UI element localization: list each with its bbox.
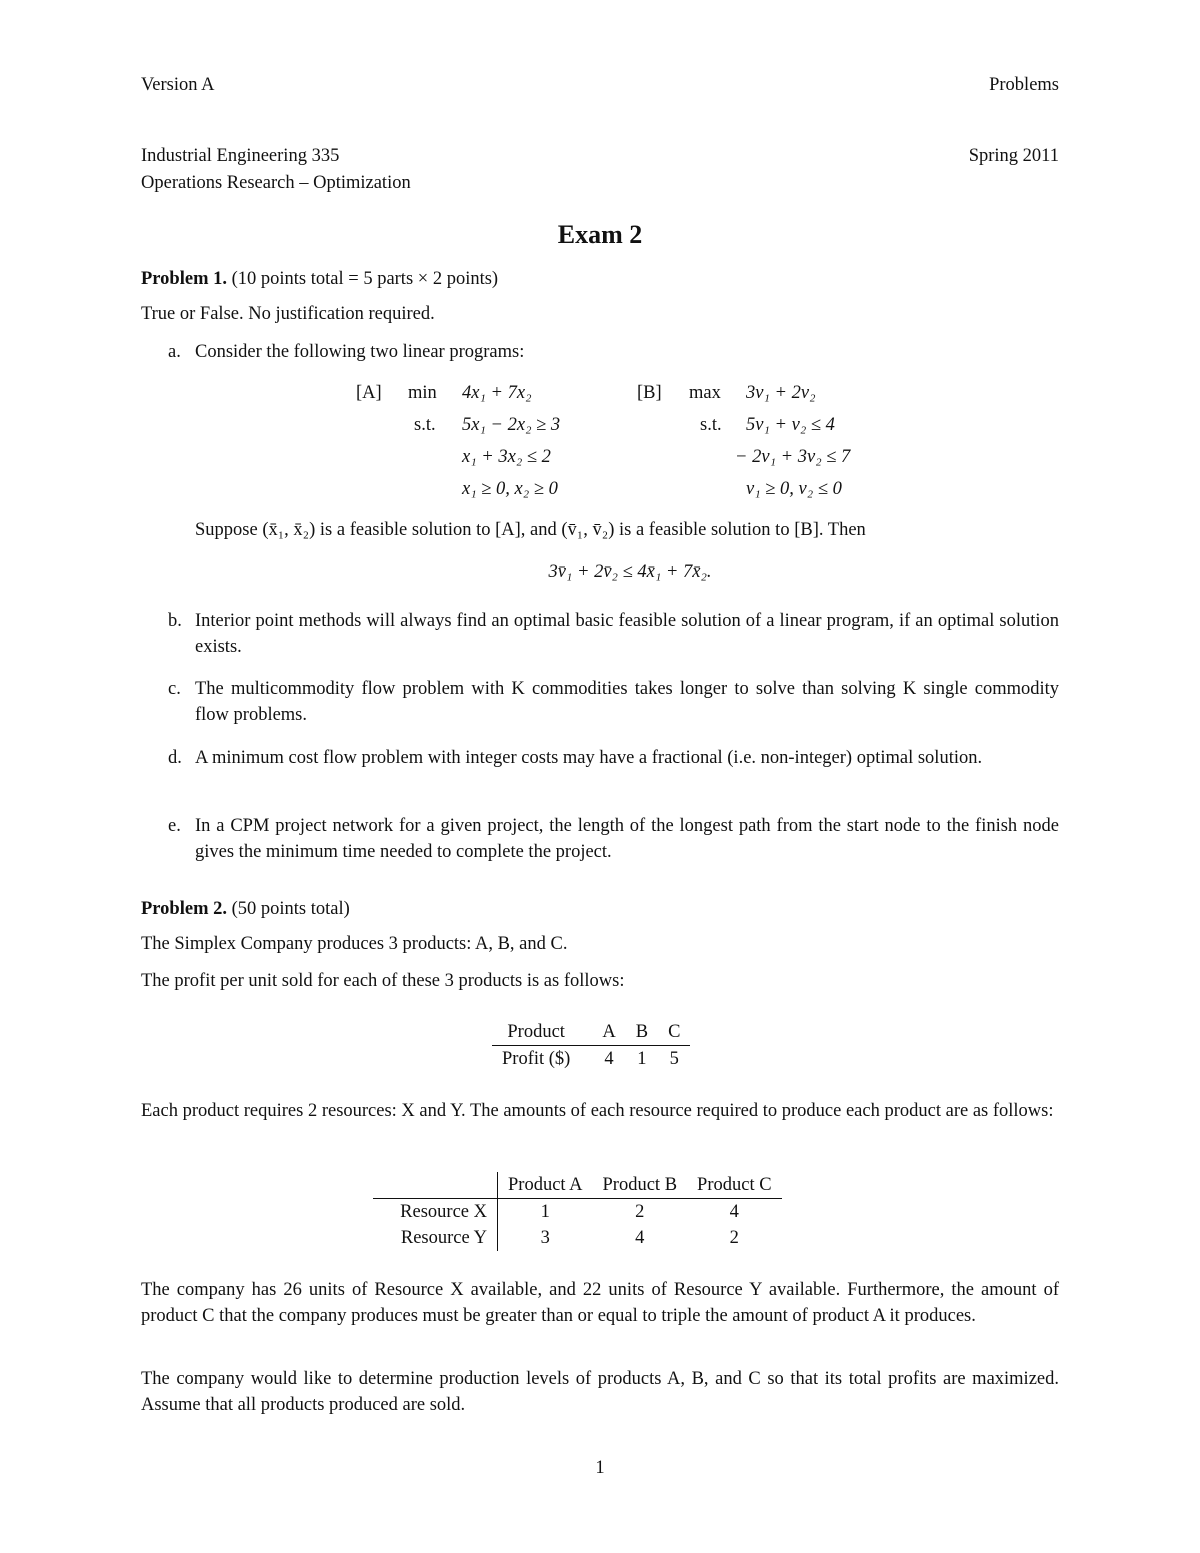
- item-e-text: In a CPM project network for a given project, the length of the longest path from the start node to the finish node gives the minimum time needed to complete the project.: [195, 816, 1059, 862]
- resource-table-cell: 3: [540, 1228, 550, 1248]
- profit-table-header-cell: C: [668, 1022, 681, 1042]
- resource-table: [373, 1172, 782, 1251]
- resource-table-corner: [373, 1172, 498, 1199]
- item-c-text: The multicommodity flow problem with K commodities takes longer to solve than solving K single commodity flow problems.: [195, 679, 1059, 725]
- resource-table-header-row: [373, 1172, 782, 1199]
- course-subtitle: Operations Research – Optimization: [141, 173, 411, 193]
- resource-table-cell: 4: [635, 1228, 645, 1248]
- problem2-points: (50 points total): [231, 899, 350, 919]
- resource-table-header-cell: Product A: [508, 1175, 583, 1195]
- lp-b-st: s.t.: [700, 415, 722, 435]
- lp-a-objective: 4x₁ + 7x₂: [462, 383, 532, 403]
- profit-table-header-row: [492, 1019, 690, 1046]
- lp-a-sense: min: [408, 383, 437, 403]
- resource-table-cell: 2: [729, 1228, 739, 1248]
- problem2-profit-intro: The profit per unit sold for each of these 3 products is as follows:: [141, 971, 625, 991]
- problem2-resource-intro: Each product requires 2 resources: X and Y. The amounts of each resource required to produce each product are as follows:: [141, 1101, 1054, 1121]
- problem2-intro: The Simplex Company produces 3 products: A, B, and C.: [141, 934, 568, 954]
- lp-b-objective: 3v₁ + 2v₂: [746, 383, 816, 403]
- profit-table-header-cell: Product: [507, 1022, 565, 1042]
- resource-table-row: [373, 1225, 782, 1251]
- profit-table-cell: 4: [604, 1049, 614, 1069]
- resource-table-header-cell: Product B: [602, 1175, 678, 1195]
- running-header-right: Problems: [989, 75, 1059, 95]
- exam-title: Exam 2: [557, 220, 643, 249]
- resource-table-cell: 4: [729, 1202, 739, 1222]
- item-b-label: b.: [168, 611, 182, 631]
- lp-a-constraint-2: x₁ + 3x₂ ≤ 2: [462, 447, 551, 467]
- item-d-label: d.: [168, 748, 182, 768]
- resource-table-cell: 1: [540, 1202, 550, 1222]
- course-term: Spring 2011: [968, 146, 1059, 166]
- lp-a-constraint-1: 5x₁ − 2x₂ ≥ 3: [462, 415, 561, 435]
- item-e-label: e.: [168, 816, 181, 836]
- item-a-label: a.: [168, 342, 181, 362]
- profit-table-cell: Profit ($): [502, 1049, 571, 1069]
- item-b-text: Interior point methods will always find an optimal basic feasible solution of a linear program, if an optimal solution exists.: [195, 611, 1059, 657]
- lp-b-nonneg: v₁ ≥ 0, v₂ ≤ 0: [746, 479, 842, 499]
- profit-table-cell: 1: [637, 1049, 647, 1069]
- item-a-suppose: Suppose (x̄₁, x̄₂) is a feasible solution to [A], and (v̄₁, v̄₂) is a feasible solution to [B]. Then: [195, 520, 866, 540]
- problem1-instructions: True or False. No justification required.: [141, 304, 435, 324]
- problem2-heading: Problem 2.: [141, 899, 227, 919]
- running-header-left: Version A: [141, 75, 215, 95]
- resource-table-cell: 2: [635, 1202, 645, 1222]
- item-a-inequality: 3v̄₁ + 2v̄₂ ≤ 4x̄₁ + 7x̄₂.: [548, 562, 712, 582]
- item-d-text: A minimum cost flow problem with integer costs may have a fractional (i.e. non-integer) optimal solution.: [195, 748, 983, 768]
- problem2-objective: The company would like to determine production levels of products A, B, and C so that its total profits are maximized. Assume that all products produced are sold.: [141, 1369, 1059, 1415]
- resource-table-header-cell: Product C: [697, 1175, 772, 1195]
- lp-a-nonneg: x₁ ≥ 0, x₂ ≥ 0: [462, 479, 558, 499]
- problem1-heading: Problem 1.: [141, 269, 227, 289]
- lp-b-label: [B]: [637, 383, 662, 403]
- problem1-header: [141, 266, 498, 292]
- profit-table-row: [492, 1046, 690, 1073]
- lp-b-constraint-2: − 2v₁ + 3v₂ ≤ 7: [735, 447, 851, 467]
- course-name: Industrial Engineering 335: [141, 146, 340, 166]
- problem1-points: (10 points total = 5 parts × 2 points): [231, 269, 499, 289]
- lp-b-sense: max: [689, 383, 721, 403]
- profit-table-cell: 5: [669, 1049, 679, 1069]
- item-a-text: Consider the following two linear programs:: [195, 342, 525, 362]
- profit-table-header-cell: B: [635, 1022, 649, 1042]
- resource-table-row-label: Resource X: [373, 1199, 498, 1226]
- profit-table-header-cell: A: [602, 1022, 616, 1042]
- lp-a-st: s.t.: [414, 415, 436, 435]
- lp-a-label: [A]: [356, 383, 382, 403]
- lp-b-constraint-1: 5v₁ + v₂ ≤ 4: [746, 415, 835, 435]
- problem2-header: [141, 896, 350, 922]
- page-number: 1: [595, 1458, 605, 1478]
- problem2-availability: The company has 26 units of Resource X available, and 22 units of Resource Y available. Furthermore, the amount of product C that the company produces must be greater than or equal to triple the amount of product A it produces.: [141, 1280, 1059, 1326]
- item-c-label: c.: [168, 679, 181, 699]
- profit-table: [492, 1019, 690, 1072]
- resource-table-row: [373, 1199, 782, 1226]
- resource-table-row-label: Resource Y: [373, 1225, 498, 1251]
